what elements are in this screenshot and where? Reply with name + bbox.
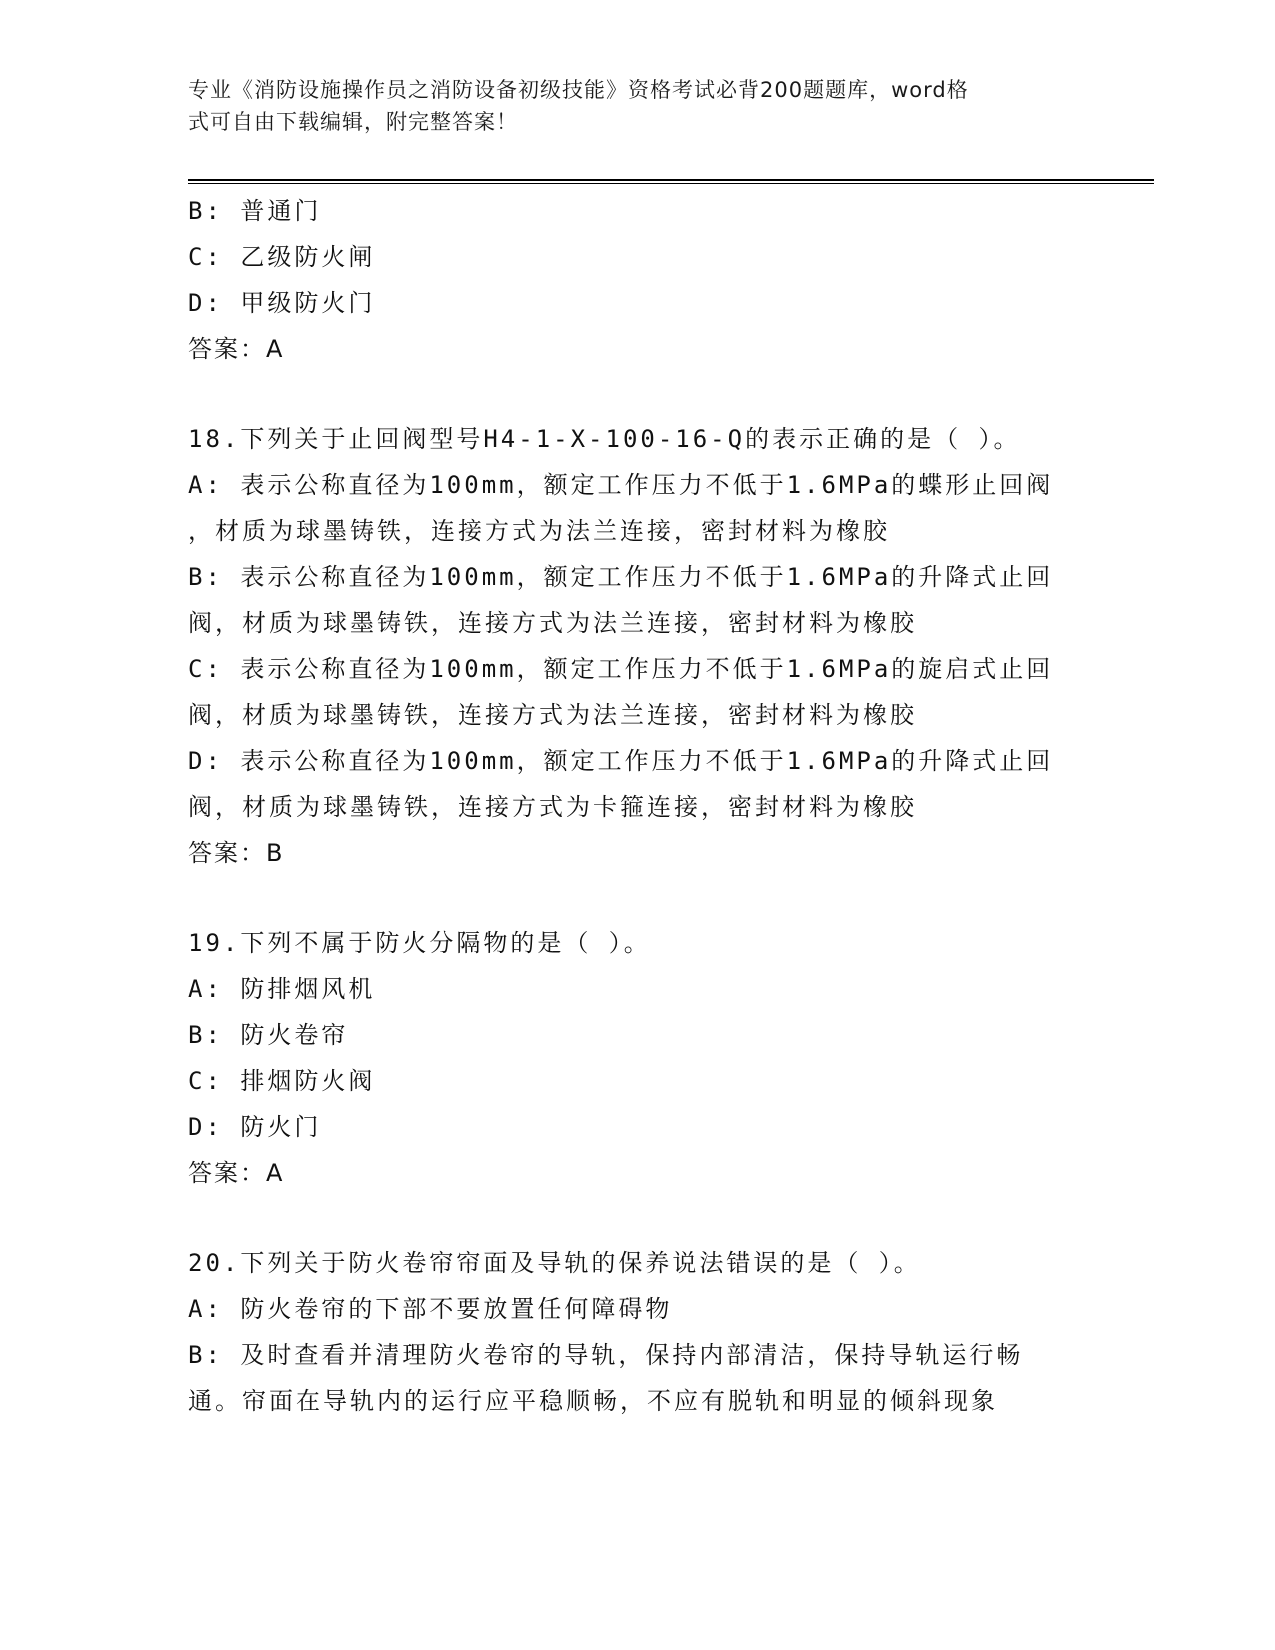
document-header — [188, 74, 1068, 138]
q18-option-c-line-1: C: 表示公称直径为100mm，额定工作压力不低于1.6MPa的旋启式止回 — [188, 655, 1054, 683]
header-title-line-1: 专业《消防设施操作员之消防设备初级技能》资格考试必背200题题库，word格 — [188, 78, 969, 102]
header-rule-thick — [188, 179, 1154, 181]
q20-option-b-line-2: 通。帘面在导轨内的运行应平稳顺畅，不应有脱轨和明显的倾斜现象 — [188, 1387, 998, 1415]
q17-option-d: D: 甲级防火门 — [188, 289, 376, 317]
q18-option-b-line-1: B: 表示公称直径为100mm，额定工作压力不低于1.6MPa的升降式止回 — [188, 563, 1054, 591]
q20-option-a: A: 防火卷帘的下部不要放置任何障碍物 — [188, 1295, 673, 1323]
q18-question: 18.下列关于止回阀型号H4-1-X-100-16-Q的表示正确的是（ ）。 — [188, 425, 1021, 453]
q18-option-c-line-2: 阀，材质为球墨铸铁，连接方式为法兰连接，密封材料为橡胶 — [188, 701, 917, 729]
q17-option-c: C: 乙级防火闸 — [188, 243, 376, 271]
header-rule-thin — [188, 183, 1154, 184]
q18-option-a-line-1: A: 表示公称直径为100mm，额定工作压力不低于1.6MPa的蝶形止回阀 — [188, 471, 1054, 499]
q17-option-b: B: 普通门 — [188, 197, 322, 225]
q18-option-b-line-2: 阀，材质为球墨铸铁，连接方式为法兰连接，密封材料为橡胶 — [188, 609, 917, 637]
q19-question: 19.下列不属于防火分隔物的是（ ）。 — [188, 929, 651, 957]
header-title-line-2: 式可自由下载编辑，附完整答案！ — [188, 110, 518, 134]
q19-option-d: D: 防火门 — [188, 1113, 322, 1141]
q19-option-b: B: 防火卷帘 — [188, 1021, 349, 1049]
question-content — [188, 188, 1088, 1424]
q18-answer: 答案：B — [188, 839, 285, 867]
q18-option-d-line-2: 阀，材质为球墨铸铁，连接方式为卡箍连接，密封材料为橡胶 — [188, 793, 917, 821]
q20-question: 20.下列关于防火卷帘帘面及导轨的保养说法错误的是（ ）。 — [188, 1249, 921, 1277]
q17-answer: 答案：A — [188, 335, 285, 363]
spacer — [188, 876, 1088, 920]
q20-option-b-line-1: B: 及时查看并清理防火卷帘的导轨，保持内部清洁，保持导轨运行畅 — [188, 1341, 1024, 1369]
q18-option-d-line-1: D: 表示公称直径为100mm，额定工作压力不低于1.6MPa的升降式止回 — [188, 747, 1054, 775]
q19-answer: 答案：A — [188, 1159, 285, 1187]
spacer — [188, 1196, 1088, 1240]
q18-option-a-line-2: ，材质为球墨铸铁，连接方式为法兰连接，密封材料为橡胶 — [188, 517, 890, 545]
q19-option-c: C: 排烟防火阀 — [188, 1067, 376, 1095]
spacer — [188, 372, 1088, 416]
q19-option-a: A: 防排烟风机 — [188, 975, 376, 1003]
